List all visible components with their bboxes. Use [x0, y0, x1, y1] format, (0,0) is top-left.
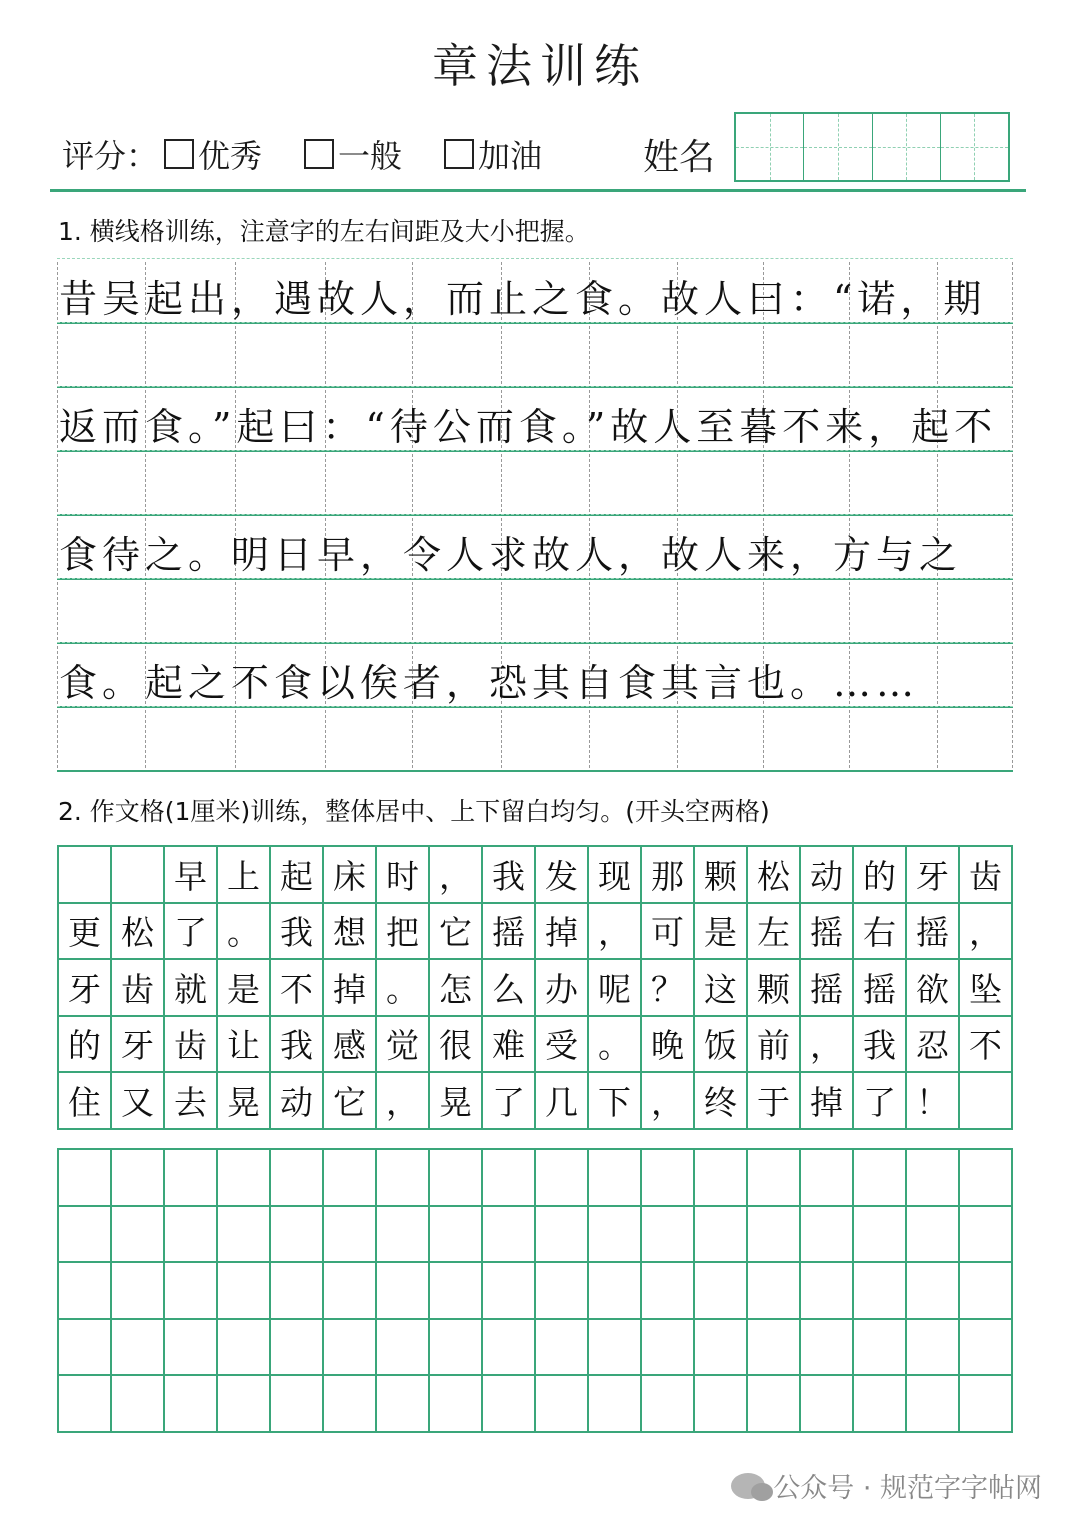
grid-cell[interactable]: [430, 1263, 483, 1320]
grid-cell: 齿: [960, 847, 1013, 904]
grid-cell[interactable]: [112, 1320, 165, 1377]
column-tick: [412, 454, 413, 512]
grid-cell: ？: [642, 960, 695, 1017]
grid-cell[interactable]: [854, 1207, 907, 1264]
grid-cell: 晃: [430, 1073, 483, 1130]
grid-cell: 。: [218, 904, 271, 961]
column-tick: [763, 710, 764, 768]
grid-cell: 左: [748, 904, 801, 961]
checkbox-keep-going[interactable]: [444, 139, 474, 169]
option-excellent[interactable]: [164, 131, 262, 177]
section1-title: 1. 横线格训练，注意字的左右间距及大小把握。: [58, 217, 590, 246]
grid-cell[interactable]: [59, 1320, 112, 1377]
grid-cell[interactable]: [112, 1376, 165, 1433]
column-tick: [677, 454, 678, 512]
grid-cell: 难: [483, 1017, 536, 1074]
practice-text: 昔吴起出，遇故人，而止之食。故人曰：“诺，期: [59, 277, 987, 321]
grid-cell: 很: [430, 1017, 483, 1074]
column-tick: [412, 582, 413, 640]
grid-cell: 。: [589, 1017, 642, 1074]
grid-cell[interactable]: [165, 1320, 218, 1377]
text-line-row: [57, 386, 1013, 452]
grid-cell: 我: [271, 904, 324, 961]
column-tick: [589, 454, 590, 512]
grid-cell[interactable]: [907, 1320, 960, 1377]
grid-cell[interactable]: [271, 1150, 324, 1207]
grid-cell[interactable]: [589, 1320, 642, 1377]
grid-cell[interactable]: [748, 1320, 801, 1377]
grid-cell: 起: [271, 847, 324, 904]
grid-cell[interactable]: [377, 1320, 430, 1377]
grid-cell[interactable]: [271, 1376, 324, 1433]
grid-cell[interactable]: [748, 1263, 801, 1320]
grid-cell: ，: [960, 904, 1013, 961]
grid-cell: 牙: [59, 960, 112, 1017]
grid-cell: 松: [112, 904, 165, 961]
guide-line-dashed: [57, 450, 1013, 451]
grid-cell[interactable]: [801, 1263, 854, 1320]
grid-cell: 摇: [483, 904, 536, 961]
grid-cell[interactable]: [483, 1376, 536, 1433]
grid-cell: 齿: [165, 1017, 218, 1074]
grid-cell[interactable]: [642, 1150, 695, 1207]
grid-cell[interactable]: [377, 1263, 430, 1320]
grid-cell: 它: [324, 1073, 377, 1130]
column-tick: [1012, 390, 1013, 448]
grid-cell: 不: [271, 960, 324, 1017]
grid-cell[interactable]: [960, 1320, 1013, 1377]
grid-cell: 办: [536, 960, 589, 1017]
grid-cell: 感: [324, 1017, 377, 1074]
grid-cell: 现: [589, 847, 642, 904]
column-tick: [412, 710, 413, 768]
grid-cell[interactable]: [218, 1376, 271, 1433]
column-tick: [677, 326, 678, 384]
grid-cell: 下: [589, 1073, 642, 1130]
column-tick: [57, 710, 58, 768]
column-tick: [57, 454, 58, 512]
grid-cell: 了: [483, 1073, 536, 1130]
composition-grid-empty: [57, 1148, 1013, 1433]
grid-cell: 呢: [589, 960, 642, 1017]
grid-cell[interactable]: [218, 1263, 271, 1320]
checkbox-average[interactable]: [304, 139, 334, 169]
grid-cell[interactable]: [801, 1376, 854, 1433]
grid-cell[interactable]: [801, 1207, 854, 1264]
grid-cell: 觉: [377, 1017, 430, 1074]
grid-cell: 了: [854, 1073, 907, 1130]
grid-cell[interactable]: [960, 1376, 1013, 1433]
blank-line-row: [57, 450, 1013, 516]
text-line-row: [57, 514, 1013, 580]
grid-cell[interactable]: [695, 1263, 748, 1320]
column-tick: [57, 646, 58, 704]
grid-cell: 受: [536, 1017, 589, 1074]
option-keep-going[interactable]: [444, 131, 542, 177]
grid-cell[interactable]: [377, 1376, 430, 1433]
grid-cell: 的: [854, 847, 907, 904]
grid-cell: 牙: [112, 1017, 165, 1074]
grid-cell[interactable]: [536, 1207, 589, 1264]
column-tick: [235, 582, 236, 640]
grid-cell[interactable]: [165, 1376, 218, 1433]
grid-cell[interactable]: [536, 1376, 589, 1433]
grid-cell[interactable]: [748, 1376, 801, 1433]
grid-cell[interactable]: [59, 1263, 112, 1320]
column-tick: [325, 582, 326, 640]
grid-cell: 不: [960, 1017, 1013, 1074]
grid-cell: 掉: [801, 1073, 854, 1130]
column-tick: [57, 390, 58, 448]
practice-text: 食待之。明日早，令人求故人，故人来，方与之: [59, 533, 963, 577]
grid-cell: 把: [377, 904, 430, 961]
column-tick: [1012, 646, 1013, 704]
grid-cell: 摇: [854, 960, 907, 1017]
column-tick: [1012, 326, 1013, 384]
guide-line-dashed: [57, 322, 1013, 323]
grid-cell: 让: [218, 1017, 271, 1074]
watermark: [731, 1466, 1042, 1505]
column-tick: [1012, 262, 1013, 320]
grid-cell: 想: [324, 904, 377, 961]
grid-cell[interactable]: [854, 1376, 907, 1433]
grid-cell: 又: [112, 1073, 165, 1130]
name-label: 姓名: [643, 136, 716, 178]
guide-line-dashed: [57, 642, 1013, 643]
grid-cell[interactable]: [695, 1320, 748, 1377]
grid-cell[interactable]: [165, 1263, 218, 1320]
column-tick: [145, 582, 146, 640]
grid-cell[interactable]: [642, 1263, 695, 1320]
column-tick: [849, 326, 850, 384]
column-tick: [501, 454, 502, 512]
grid-cell: [112, 847, 165, 904]
grid-cell: 更: [59, 904, 112, 961]
grid-cell[interactable]: [695, 1207, 748, 1264]
grid-cell[interactable]: [642, 1320, 695, 1377]
grid-cell[interactable]: [483, 1207, 536, 1264]
grid-cell: 动: [801, 847, 854, 904]
grid-cell: ，: [642, 1073, 695, 1130]
grid-cell: 是: [695, 904, 748, 961]
grid-cell: [59, 847, 112, 904]
column-tick: [501, 582, 502, 640]
option-keep-going-label: 加油: [478, 137, 543, 175]
column-tick: [937, 454, 938, 512]
grid-cell: 松: [748, 847, 801, 904]
guide-line-dashed: [57, 514, 1013, 515]
grid-cell[interactable]: [271, 1263, 324, 1320]
column-tick: [589, 326, 590, 384]
column-tick: [763, 326, 764, 384]
name-cell[interactable]: [873, 114, 941, 180]
grid-cell: 住: [59, 1073, 112, 1130]
grid-cell[interactable]: [642, 1207, 695, 1264]
grid-cell: 掉: [324, 960, 377, 1017]
name-cell[interactable]: [804, 114, 872, 180]
option-excellent-label: 优秀: [198, 137, 263, 175]
grid-cell[interactable]: [483, 1263, 536, 1320]
column-tick: [57, 582, 58, 640]
guide-line-dashed: [57, 258, 1013, 259]
column-tick: [57, 518, 58, 576]
grid-cell: 么: [483, 960, 536, 1017]
column-tick: [937, 646, 938, 704]
column-tick: [235, 710, 236, 768]
grid-cell: 它: [430, 904, 483, 961]
grid-cell[interactable]: [430, 1320, 483, 1377]
grid-cell: 去: [165, 1073, 218, 1130]
grid-cell[interactable]: [695, 1150, 748, 1207]
column-tick: [145, 326, 146, 384]
grid-cell[interactable]: [960, 1263, 1013, 1320]
column-tick: [849, 710, 850, 768]
grid-cell: 晚: [642, 1017, 695, 1074]
grid-cell[interactable]: [748, 1207, 801, 1264]
grid-cell: 我: [271, 1017, 324, 1074]
name-cell[interactable]: [941, 114, 1008, 180]
grid-cell: ，: [430, 847, 483, 904]
grid-cell: 发: [536, 847, 589, 904]
grid-cell[interactable]: [536, 1150, 589, 1207]
practice-text: 食。起之不食以俟者，恐其自食其言也。……: [59, 661, 920, 705]
grid-cell: 摇: [801, 904, 854, 961]
blank-line-row: [57, 706, 1013, 772]
grid-cell: 于: [748, 1073, 801, 1130]
practice-text: 返而食。”起曰：“待公而食。”故人至暮不来，起不: [59, 405, 998, 449]
text-line-row: [57, 642, 1013, 708]
section2-title: 2. 作文格(1厘米)训练，整体居中、上下留白均匀。(开头空两格): [58, 797, 770, 826]
grid-cell[interactable]: [324, 1263, 377, 1320]
grid-cell[interactable]: [854, 1150, 907, 1207]
header-divider: [50, 189, 1026, 192]
grid-cell[interactable]: [112, 1263, 165, 1320]
grid-cell: 时: [377, 847, 430, 904]
grid-cell: 的: [59, 1017, 112, 1074]
grid-cell[interactable]: [112, 1207, 165, 1264]
grid-cell[interactable]: [271, 1320, 324, 1377]
grid-cell[interactable]: [589, 1263, 642, 1320]
column-tick: [677, 582, 678, 640]
guide-line-dashed: [57, 706, 1013, 707]
grid-cell[interactable]: [324, 1376, 377, 1433]
grid-cell: ，: [801, 1017, 854, 1074]
grid-cell: 坠: [960, 960, 1013, 1017]
grid-cell: 这: [695, 960, 748, 1017]
grid-cell: ！: [907, 1073, 960, 1130]
column-tick: [325, 454, 326, 512]
column-tick: [677, 710, 678, 768]
blank-line-row: [57, 322, 1013, 388]
column-tick: [849, 454, 850, 512]
grid-cell: 掉: [536, 904, 589, 961]
grid-cell: 就: [165, 960, 218, 1017]
guide-line-dashed: [57, 386, 1013, 387]
grid-cell[interactable]: [430, 1207, 483, 1264]
option-average[interactable]: [304, 131, 402, 177]
grid-cell[interactable]: [112, 1150, 165, 1207]
grid-cell[interactable]: [218, 1207, 271, 1264]
column-tick: [763, 454, 764, 512]
grid-cell: 右: [854, 904, 907, 961]
grid-cell[interactable]: [271, 1207, 324, 1264]
grid-cell[interactable]: [695, 1376, 748, 1433]
column-tick: [235, 326, 236, 384]
column-tick: [849, 582, 850, 640]
column-tick: [145, 710, 146, 768]
column-tick: [412, 326, 413, 384]
blank-line-row: [57, 578, 1013, 644]
column-tick: [1012, 710, 1013, 768]
column-tick: [589, 710, 590, 768]
column-tick: [235, 454, 236, 512]
column-tick: [937, 710, 938, 768]
grid-cell[interactable]: [748, 1150, 801, 1207]
grid-cell[interactable]: [907, 1263, 960, 1320]
grid-cell: 前: [748, 1017, 801, 1074]
grid-cell: 了: [165, 904, 218, 961]
grid-cell[interactable]: [324, 1150, 377, 1207]
grid-cell[interactable]: [960, 1150, 1013, 1207]
text-line-row: [57, 258, 1013, 324]
grid-cell[interactable]: [430, 1376, 483, 1433]
grid-cell: 颗: [695, 847, 748, 904]
column-tick: [1012, 518, 1013, 576]
grid-cell: 是: [218, 960, 271, 1017]
grid-cell[interactable]: [218, 1150, 271, 1207]
grid-cell[interactable]: [483, 1150, 536, 1207]
grid-cell[interactable]: [536, 1263, 589, 1320]
grid-cell: 床: [324, 847, 377, 904]
grid-cell: ，: [589, 904, 642, 961]
grid-cell[interactable]: [377, 1207, 430, 1264]
column-tick: [325, 326, 326, 384]
grid-cell: 可: [642, 904, 695, 961]
grid-cell[interactable]: [907, 1376, 960, 1433]
page-title: 章法训练: [432, 39, 648, 93]
grid-cell[interactable]: [165, 1150, 218, 1207]
grid-cell: 摇: [907, 904, 960, 961]
name-cell[interactable]: [736, 114, 804, 180]
grid-cell: 怎: [430, 960, 483, 1017]
grid-cell[interactable]: [854, 1263, 907, 1320]
grid-cell: [960, 1073, 1013, 1130]
grid-cell: 我: [483, 847, 536, 904]
grid-cell: 那: [642, 847, 695, 904]
grid-cell: 晃: [218, 1073, 271, 1130]
grid-cell: 忍: [907, 1017, 960, 1074]
column-tick: [937, 326, 938, 384]
column-tick: [145, 454, 146, 512]
grid-cell[interactable]: [907, 1150, 960, 1207]
grid-cell[interactable]: [536, 1320, 589, 1377]
grid-cell: 我: [854, 1017, 907, 1074]
grid-cell[interactable]: [324, 1207, 377, 1264]
grid-cell: 。: [377, 960, 430, 1017]
grid-cell[interactable]: [642, 1376, 695, 1433]
column-tick: [57, 326, 58, 384]
grid-cell[interactable]: [854, 1320, 907, 1377]
grid-cell: 几: [536, 1073, 589, 1130]
watermark-text: 公众号 · 规范字字帖网: [773, 1473, 1042, 1504]
grid-cell[interactable]: [589, 1150, 642, 1207]
composition-grid-filled: [57, 845, 1013, 1130]
grid-cell[interactable]: [589, 1207, 642, 1264]
grid-cell[interactable]: [324, 1320, 377, 1377]
grid-cell: 欲: [907, 960, 960, 1017]
guide-line-solid: [57, 770, 1013, 772]
grid-cell: 终: [695, 1073, 748, 1130]
wechat-icon: [731, 1473, 765, 1499]
option-average-label: 一般: [338, 137, 403, 175]
checkbox-excellent[interactable]: [164, 139, 194, 169]
column-tick: [1012, 582, 1013, 640]
guide-line-dashed: [57, 578, 1013, 579]
column-tick: [57, 262, 58, 320]
grid-cell[interactable]: [59, 1376, 112, 1433]
column-tick: [325, 710, 326, 768]
score-section: [62, 126, 542, 182]
grid-cell: 颗: [748, 960, 801, 1017]
grid-cell: 动: [271, 1073, 324, 1130]
grid-cell: 摇: [801, 960, 854, 1017]
grid-cell: 牙: [907, 847, 960, 904]
name-input-grid[interactable]: [734, 112, 1010, 182]
grid-cell: 饭: [695, 1017, 748, 1074]
grid-cell[interactable]: [483, 1320, 536, 1377]
grid-cell: 早: [165, 847, 218, 904]
column-tick: [763, 582, 764, 640]
column-tick: [501, 326, 502, 384]
grid-cell[interactable]: [960, 1207, 1013, 1264]
grid-cell[interactable]: [801, 1320, 854, 1377]
grid-cell: 齿: [112, 960, 165, 1017]
grid-cell[interactable]: [907, 1207, 960, 1264]
grid-cell[interactable]: [801, 1150, 854, 1207]
grid-cell[interactable]: [377, 1150, 430, 1207]
column-tick: [1012, 454, 1013, 512]
grid-cell[interactable]: [218, 1320, 271, 1377]
grid-cell[interactable]: [589, 1376, 642, 1433]
column-tick: [501, 710, 502, 768]
grid-cell: 上: [218, 847, 271, 904]
grid-cell[interactable]: [59, 1207, 112, 1264]
grid-cell[interactable]: [430, 1150, 483, 1207]
score-label: 评分：: [62, 137, 159, 175]
column-tick: [937, 582, 938, 640]
column-tick: [589, 582, 590, 640]
grid-cell[interactable]: [59, 1150, 112, 1207]
grid-cell[interactable]: [165, 1207, 218, 1264]
grid-cell: ，: [377, 1073, 430, 1130]
